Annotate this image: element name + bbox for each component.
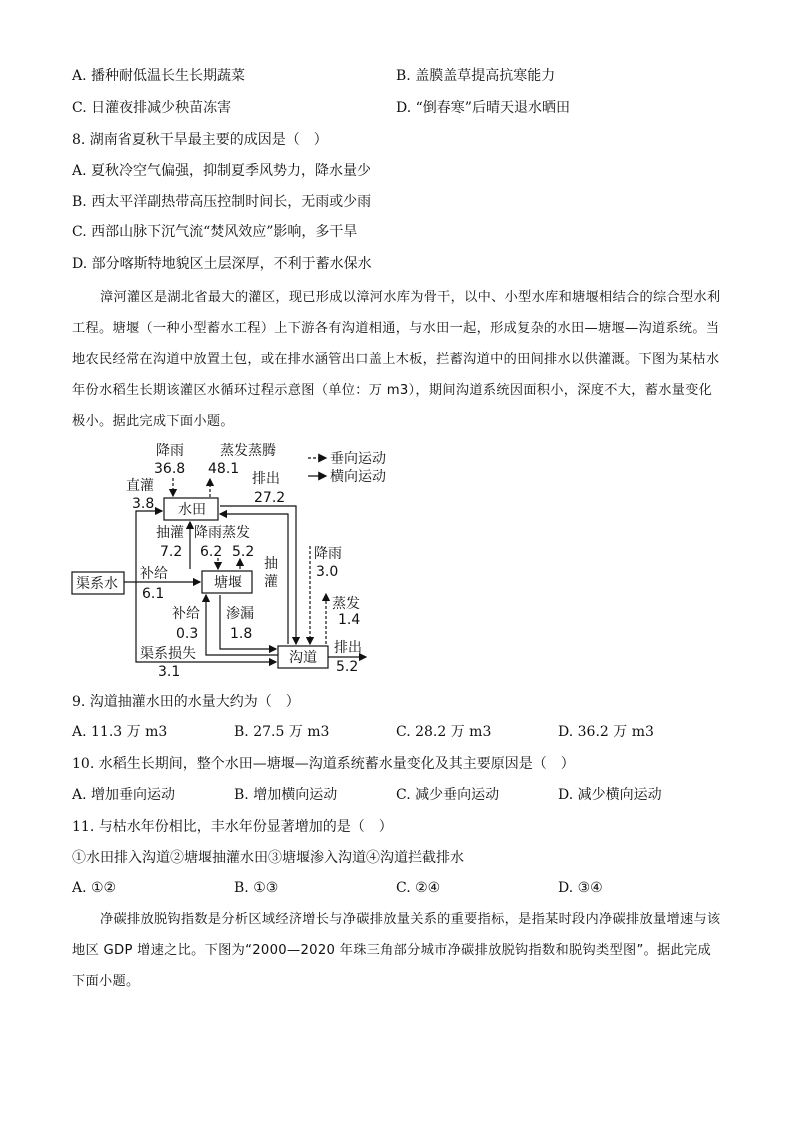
- q8-option-a: A. 夏秋冷空气偏强，抑制夏季风势力，降水量少: [72, 163, 372, 179]
- rain-paddy-label: 降雨: [156, 443, 184, 459]
- canal-loss-value: 3.1: [158, 664, 181, 680]
- q7-option-b: B. 盖膜盖草提高抗寒能力: [396, 68, 556, 84]
- q8-option-d: D. 部分喀斯特地貌区土层深厚，不利于蓄水保水: [72, 256, 372, 272]
- drain-paddy-label: 排出: [252, 471, 280, 487]
- canal-loss-label: 渠系损失: [140, 646, 196, 662]
- ditch-evap-value: 1.4: [338, 612, 361, 628]
- canal-supply-value: 6.1: [142, 586, 165, 602]
- ditch-supply-value: 0.3: [176, 626, 199, 642]
- q7-option-c: C. 日灌夜排减少秧苗冻害: [72, 100, 232, 116]
- pump-pond-label: 抽灌: [156, 525, 184, 541]
- q8-option-b: B. 西太平洋副热带高压控制时间长，无雨或少雨: [72, 194, 372, 210]
- pond-label: 塘堰: [214, 575, 242, 591]
- seep-label: 渗漏: [226, 606, 254, 622]
- drain-paddy-value: 27.2: [254, 490, 286, 506]
- q11-items: ①水田排入沟道②塘堰抽灌水田③塘堰渗入沟道④沟道拦截排水: [72, 850, 464, 866]
- ditch-label: 沟道: [289, 650, 317, 666]
- q10-option-d: D. 减少横向运动: [558, 787, 662, 803]
- passage-carbon-text: 净碳排放脱钩指数是分析区域经济增长与净碳排放量关系的重要指标，是指某时段内净碳排放量增速与该地区 GDP 增速之比。下图为“2000—2020 年珠三角部分城市净碳排放脱钩指数和脱钩类型图”。据此完成下面小题。: [72, 912, 721, 989]
- q11-option-b: B. ①③: [234, 880, 279, 896]
- q9-option-b: B. 27.5 万 m3: [234, 724, 330, 740]
- q10-option-b: B. 增加横向运动: [234, 787, 338, 803]
- q7-option-d: D. “倒春寒”后晴天退水晒田: [396, 100, 570, 116]
- pump-pond-value: 7.2: [160, 544, 183, 560]
- seep-value: 1.8: [230, 626, 253, 642]
- ditch-drain-label: 排出: [334, 640, 362, 656]
- q9-option-c: C. 28.2 万 m3: [396, 724, 492, 740]
- q9-option-d: D. 36.2 万 m3: [558, 724, 654, 740]
- paddy-label: 水田: [178, 502, 206, 518]
- ditch-pump-label-2: 灌: [264, 574, 278, 590]
- q7-option-a: A. 播种耐低温长生长期蔬菜: [72, 68, 246, 84]
- pond-rain-evap-label: 降雨蒸发: [194, 525, 250, 541]
- water-cycle-diagram: [60, 436, 400, 686]
- q8-stem: 8. 湖南省夏秋干旱最主要的成因是（ ）: [72, 132, 328, 148]
- passage-carbon: [72, 904, 722, 997]
- ditch-rain-label: 降雨: [314, 546, 342, 562]
- q11-option-d: D. ③④: [558, 880, 603, 896]
- direct-irr-label: 直灌: [126, 478, 154, 494]
- ditch-rain-value: 3.0: [316, 564, 339, 580]
- direct-irr-value: 3.8: [132, 496, 155, 512]
- canal-label: 渠系水: [76, 576, 118, 592]
- legend-horizontal-label: 横向运动: [330, 469, 386, 485]
- evap-paddy-value: 48.1: [208, 461, 240, 477]
- ditch-supply-label: 补给: [172, 606, 200, 622]
- ditch-evap-label: 蒸发: [332, 596, 360, 612]
- legend-vertical-label: 垂向运动: [330, 451, 386, 467]
- passage-irrigation: [72, 282, 722, 437]
- q11-option-c: C. ②④: [396, 880, 441, 896]
- q11-stem: 11. 与枯水年份相比，丰水年份显著增加的是（ ）: [72, 819, 393, 835]
- q10-stem: 10. 水稻生长期间，整个水田—塘堰—沟道系统蓄水量变化及其主要原因是（ ）: [72, 756, 575, 772]
- pond-evap-value: 5.2: [232, 544, 255, 560]
- ditch-supply-arrow: [206, 595, 278, 655]
- canal-supply-label: 补给: [140, 566, 168, 582]
- pond-rain-value: 6.2: [200, 544, 223, 560]
- q10-option-c: C. 减少垂向运动: [396, 787, 500, 803]
- ditch-drain-value: 5.2: [336, 659, 359, 675]
- passage-irrigation-text: 漳河灌区是湖北省最大的灌区，现已形成以漳河水库为骨干，以中、小型水库和塘堰相结合的综合型水利工程。塘堰（一种小型蓄水工程）上下游各有沟道相通，与水田一起，形成复杂的水田—塘堰—沟道系统。当地农民经常在沟道中放置土包，或在排水涵管出口盖上木板，拦蓄沟道中的田间排水以供灌溉。下图为某枯水年份水稻生长期该灌区水循环过程示意图（单位：万 m3），期间沟道系统因面积小，深度不大，蓄水量变化极小。据此完成下面小题。: [72, 290, 721, 429]
- q10-option-a: A. 增加垂向运动: [72, 787, 176, 803]
- q11-option-a: A. ①②: [72, 880, 117, 896]
- q8-option-c: C. 西部山脉下沉气流“焚风效应”影响，多干旱: [72, 224, 358, 240]
- q9-stem: 9. 沟道抽灌水田的水量大约为（ ）: [72, 694, 300, 710]
- q9-option-a: A. 11.3 万 m3: [72, 724, 168, 740]
- rain-paddy-value: 36.8: [154, 461, 186, 477]
- ditch-pump-label-1: 抽: [264, 556, 278, 572]
- evap-paddy-label: 蒸发蒸腾: [220, 443, 276, 459]
